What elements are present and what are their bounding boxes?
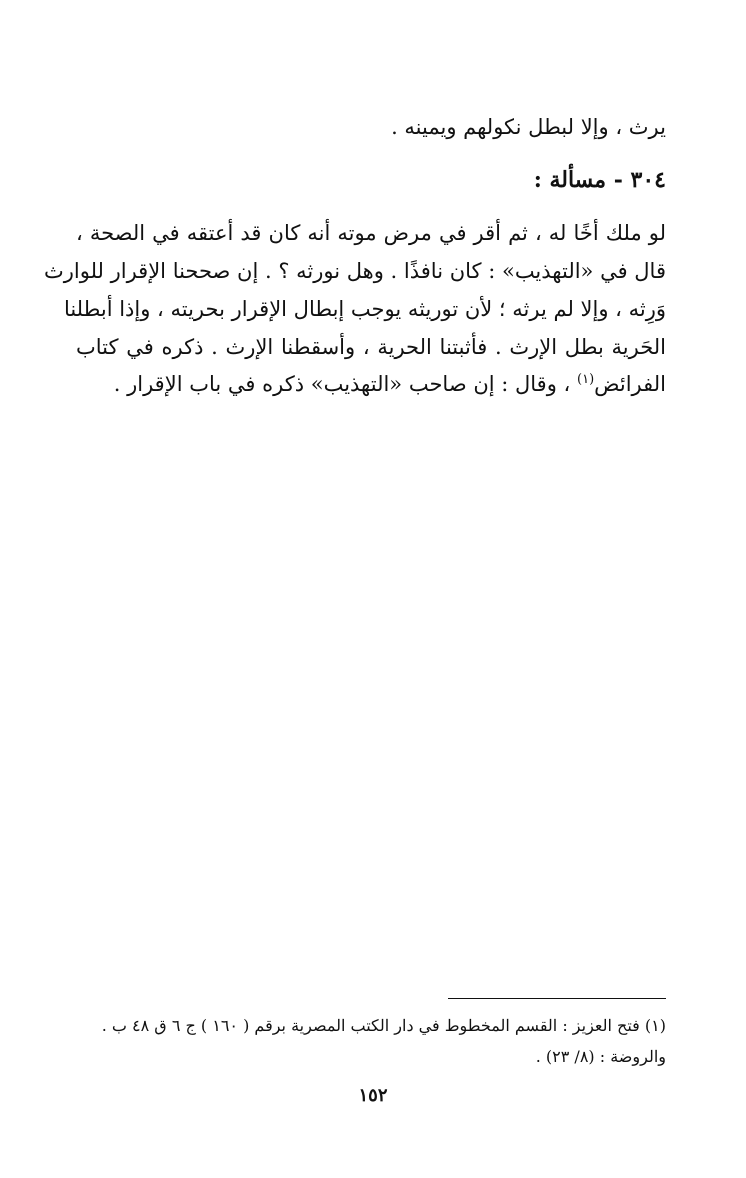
page-number: ١٥٢ bbox=[358, 1085, 388, 1106]
footnote-marker: (١) bbox=[577, 372, 595, 387]
paragraph-line-4: الحَرية بطل الإرث . فأثبتنا الحرية ، وأسقطنا الإرث . ذكره في كتاب bbox=[76, 335, 666, 359]
continuation-line: يرث ، وإلا لبطل نكولهم ويمينه . bbox=[391, 115, 666, 139]
paragraph-line-2: قال في «التهذيب» : كان نافذًا . وهل نورثه ؟ . إن صححنا الإقرار للوارث bbox=[43, 259, 666, 283]
footnote-separator bbox=[448, 998, 666, 999]
paragraph-line-5 bbox=[114, 369, 666, 399]
paragraph-text-after-marker: ، وقال : إن صاحب «التهذيب» ذكره في باب الإقرار . bbox=[113, 372, 577, 396]
issue-heading: ٣٠٤ - مسألة : bbox=[533, 167, 666, 193]
paragraph-text-before-marker: الفرائض bbox=[594, 372, 666, 396]
paragraph-line-3: وَرِثه ، وإلا لم يرثه ؛ لأن توريثه يوجب إبطال الإقرار بحريته ، وإذا أبطلنا bbox=[63, 297, 666, 321]
footnote-1: (١) فتح العزيز : القسم المخطوط في دار الكتب المصرية برقم ( ١٦٠ ) ج ٦ ق ٤٨ ب . bbox=[101, 1016, 666, 1035]
paragraph-line-1: لو ملك أخًا له ، ثم أقر في مرض موته أنه كان قد أعتقه في الصحة ، bbox=[76, 221, 666, 245]
footnote-2: والروضة : (٨/ ٢٣) . bbox=[535, 1047, 666, 1066]
